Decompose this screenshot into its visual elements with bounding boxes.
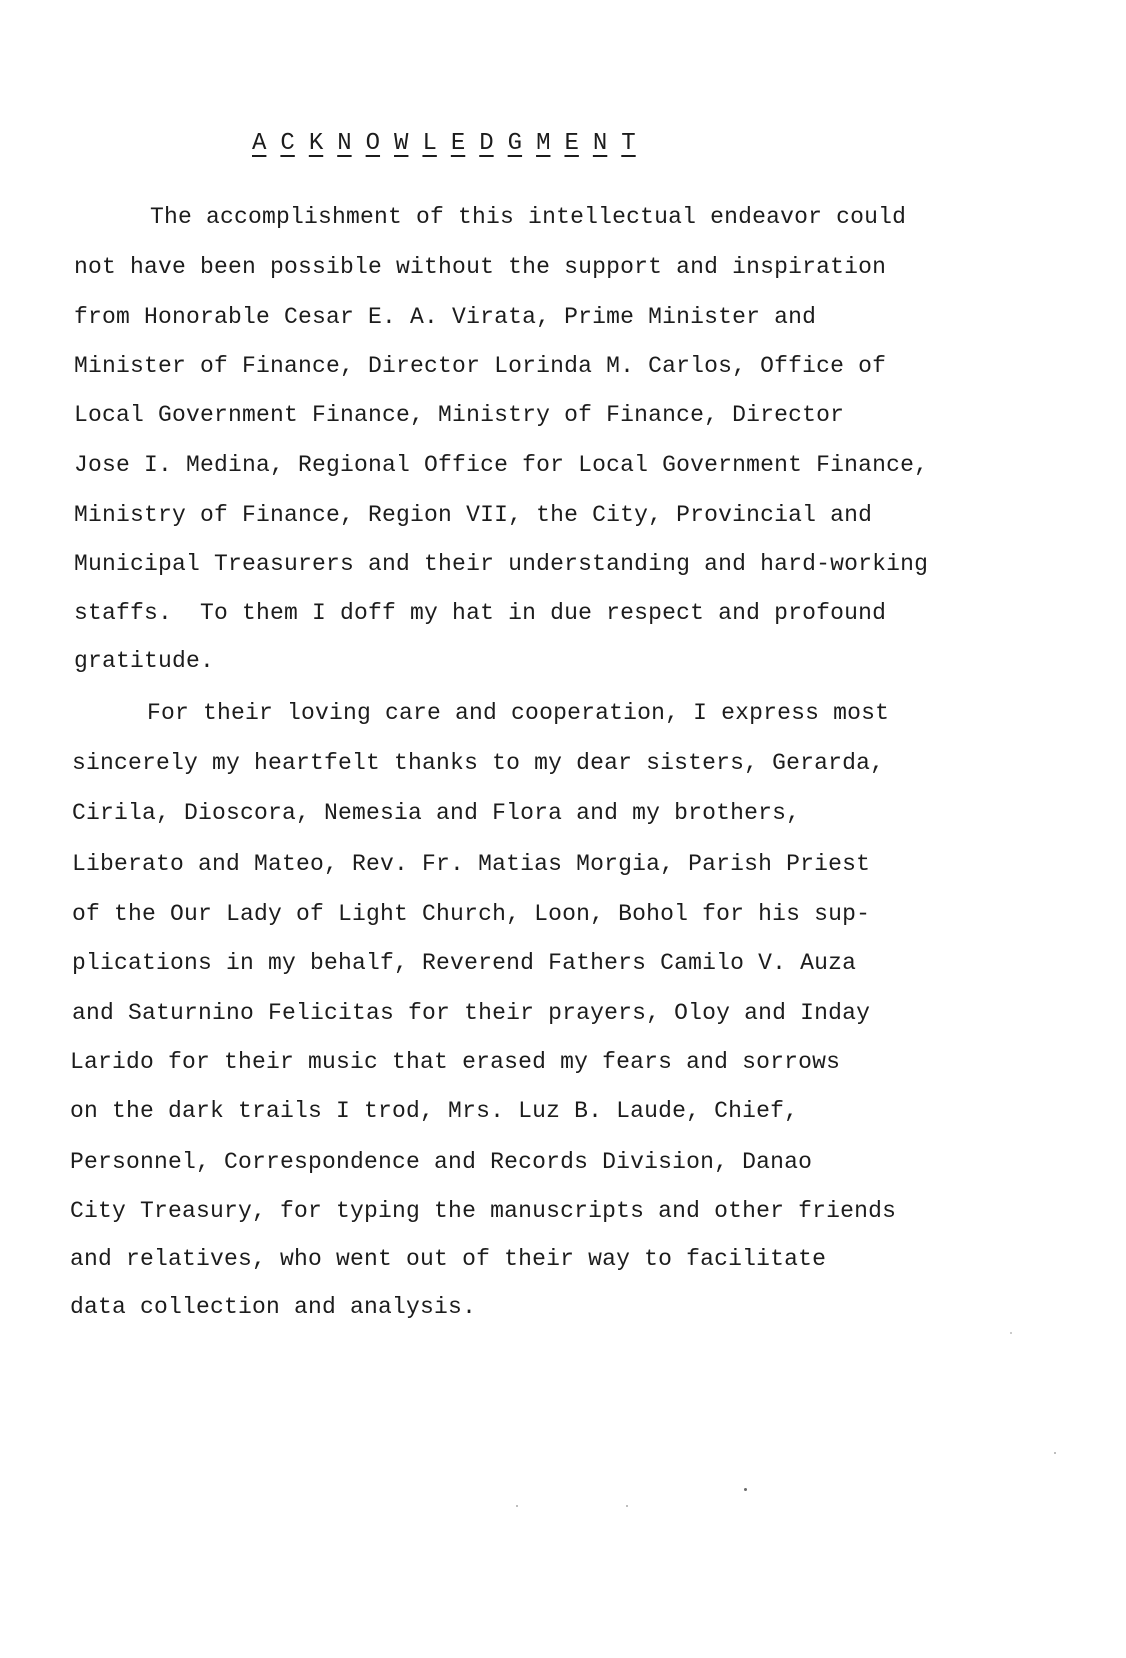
heading-letter: W	[394, 130, 409, 157]
scan-speck	[744, 1488, 747, 1491]
heading-letter: K	[308, 130, 324, 157]
paragraph-2-line: on the dark trails I trod, Mrs. Luz B. Laude, Chief,	[70, 1098, 799, 1124]
paragraph-1-line: The accomplishment of this intellectual endeavor could	[150, 204, 907, 230]
paragraph-1-line: Ministry of Finance, Region VII, the City, Provincial and	[74, 502, 873, 528]
paragraph-2-line: and Saturnino Felicitas for their prayers, Oloy and Inday	[72, 1000, 871, 1026]
paragraph-1-line: Jose I. Medina, Regional Office for Local Government Finance,	[74, 452, 929, 478]
paragraph-1-line: not have been possible without the support and inspiration	[74, 254, 887, 280]
heading-letter: O	[365, 130, 381, 157]
paragraph-1-line: Municipal Treasurers and their understanding and hard-working	[74, 551, 929, 577]
scan-speck	[516, 1505, 518, 1507]
paragraph-2-line: City Treasury, for typing the manuscripts and other friends	[70, 1198, 897, 1224]
paragraph-2-line: of the Our Lady of Light Church, Loon, Bohol for his sup-	[72, 901, 871, 927]
heading-letter: N	[337, 130, 352, 157]
paragraph-2-line: Personnel, Correspondence and Records Division, Danao	[70, 1149, 813, 1175]
scan-speck	[1010, 1332, 1012, 1334]
scan-speck	[626, 1505, 628, 1507]
heading-letter: A	[252, 130, 267, 157]
heading-letter: G	[507, 130, 523, 157]
paragraph-2-line: plications in my behalf, Reverend Fathers Camilo V. Auza	[72, 950, 857, 976]
paragraph-1-line: Local Government Finance, Ministry of Finance, Director	[74, 402, 845, 428]
paragraph-2-line: data collection and analysis.	[70, 1294, 477, 1320]
paragraph-1-line: from Honorable Cesar E. A. Virata, Prime Minister and	[74, 304, 817, 330]
scan-speck	[1054, 1452, 1056, 1454]
heading-letter: E	[564, 130, 579, 157]
paragraph-2-line: Liberato and Mateo, Rev. Fr. Matias Morgia, Parish Priest	[72, 851, 871, 877]
paragraph-2-line: Cirila, Dioscora, Nemesia and Flora and my brothers,	[72, 800, 801, 826]
paragraph-1-line: gratitude.	[74, 648, 215, 674]
heading-letter: L	[422, 130, 437, 157]
paragraph-1-line: staffs. To them I doff my hat in due respect and profound	[74, 600, 887, 626]
heading-letter: C	[280, 130, 295, 157]
heading-letter: E	[450, 130, 466, 157]
paragraph-2-line: sincerely my heartfelt thanks to my dear sisters, Gerarda,	[72, 750, 885, 776]
heading-letter: T	[621, 130, 636, 157]
paragraph-1-line: Minister of Finance, Director Lorinda M. Carlos, Office of	[74, 353, 887, 379]
heading-letter: N	[592, 130, 608, 157]
heading-letter: D	[479, 130, 494, 157]
paragraph-2-line: Larido for their music that erased my fears and sorrows	[70, 1049, 841, 1075]
paragraph-2-line: and relatives, who went out of their way to facilitate	[70, 1246, 827, 1272]
page-title	[252, 130, 650, 157]
paragraph-2-line: For their loving care and cooperation, I express most	[147, 700, 890, 726]
heading-letter: M	[536, 130, 551, 157]
